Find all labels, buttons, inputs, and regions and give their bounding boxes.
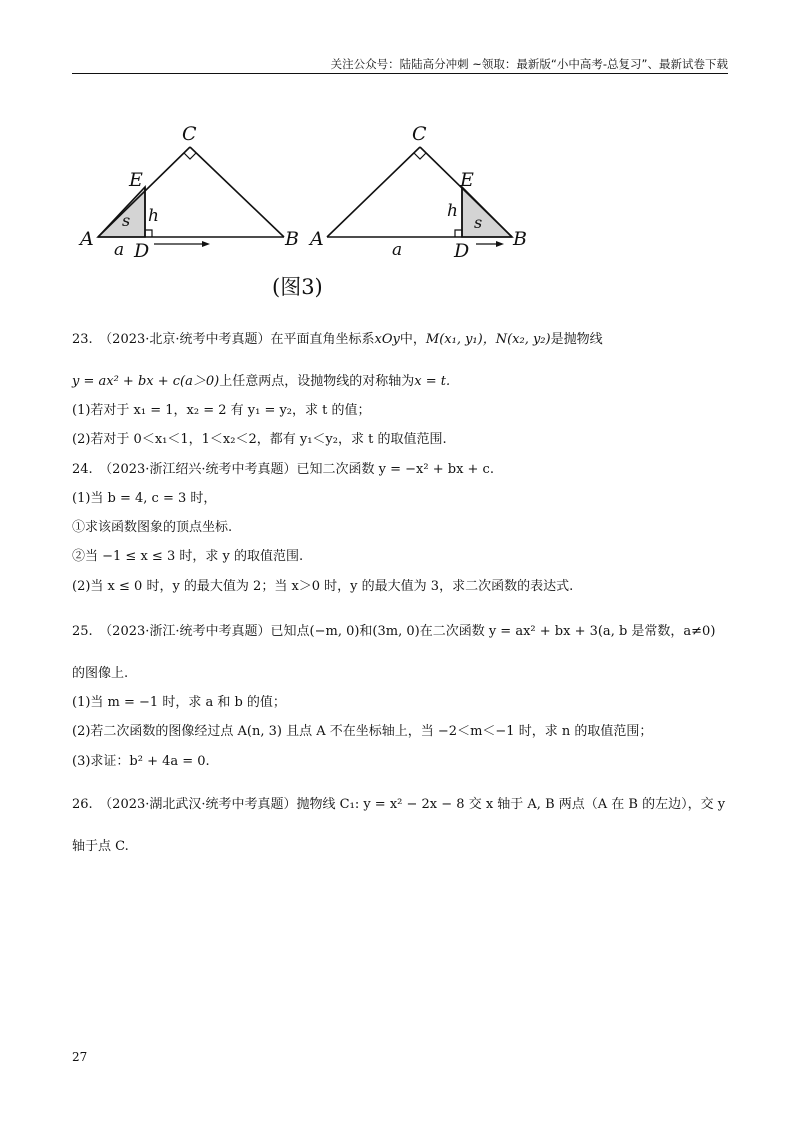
q25-line-4: (2)若二次函数的图像经过点 A(n, 3) 且点 A 不在坐标轴上，当 −2＜m＜−1 时，求 n 的取值范围； xyxy=(72,724,653,739)
q23-line-4: (2)若对于 0＜x₁＜1，1＜x₂＜2，都有 y₁＜y₂，求 t 的取值范围. xyxy=(72,432,447,447)
label-C-right: C xyxy=(412,123,427,145)
right-angle-mark-D xyxy=(145,230,152,237)
q25-line-2: 的图像上. xyxy=(72,666,129,681)
label-B-right: B xyxy=(513,228,527,250)
header-rule xyxy=(72,73,728,74)
q24-line-2: (1)当 b = 4, c = 3 时， xyxy=(72,491,217,506)
q26-line-1: 26. （2023·湖北武汉·统考中考真题）抛物线 C₁: y = x² − 2x − 8 交 x 轴于 A, B 两点（A 在 B 的左边），交 y xyxy=(72,797,726,812)
label-s: s xyxy=(122,211,131,230)
label-E: E xyxy=(129,169,143,191)
page-number: 27 xyxy=(72,1050,88,1064)
label-D: D xyxy=(134,240,150,262)
q23-line-1-a: 23. （2023·北京·统考中考真题）在平面直角坐标系 xyxy=(72,332,375,347)
label-B: B xyxy=(285,228,299,250)
figure-caption: (图3) xyxy=(272,275,323,299)
arrow-head xyxy=(202,241,210,247)
label-h: h xyxy=(148,206,159,226)
right-angle-mark-C xyxy=(184,153,196,159)
right-angle-mark-D-right xyxy=(455,230,462,237)
right-triangle xyxy=(327,147,512,247)
label-s-right: s xyxy=(474,213,483,232)
label-A: A xyxy=(80,228,94,250)
q25-line-1: 25. （2023·浙江·统考中考真题）已知点(−m, 0)和(3m, 0)在二次函数 y = ax² + bx + 3(a, b 是常数，a≠0) xyxy=(72,624,716,639)
figure-3 xyxy=(72,110,532,310)
right-angle-mark-C-right xyxy=(414,153,426,159)
q23-line-1-e: 是抛物线 xyxy=(550,332,603,347)
label-D-right: D xyxy=(454,240,470,262)
label-a-right: a xyxy=(392,240,403,260)
q23-line-2-c: x = t. xyxy=(414,374,451,389)
label-a: a xyxy=(114,240,125,260)
q24-line-4: ②当 −1 ≤ x ≤ 3 时，求 y 的取值范围. xyxy=(72,549,304,564)
q24-line-3: ①求该函数图象的顶点坐标. xyxy=(72,520,233,535)
segment-AC-right xyxy=(327,147,420,237)
label-A-right: A xyxy=(310,228,324,250)
segment-CB xyxy=(190,147,284,237)
label-E-right: E xyxy=(460,169,474,191)
q24-line-1: 24. （2023·浙江绍兴·统考中考真题）已知二次函数 y = −x² + bx + c. xyxy=(72,462,494,477)
left-triangle xyxy=(98,147,284,247)
q23-line-2 xyxy=(72,372,752,392)
q25-line-5: (3)求证：b² + 4a = 0. xyxy=(72,754,210,769)
q25-line-3: (1)当 m = −1 时，求 a 和 b 的值； xyxy=(72,695,286,710)
q23-line-3: (1)若对于 x₁ = 1，x₂ = 2 有 y₁ = y₂，求 t 的值； xyxy=(72,403,371,418)
q23-line-1 xyxy=(72,330,752,350)
label-h-right: h xyxy=(447,201,458,221)
q23-line-2-b: 上任意两点，设抛物线的对称轴为 xyxy=(219,374,415,389)
q24-line-5: (2)当 x ≤ 0 时，y 的最大值为 2；当 x＞0 时，y 的最大值为 3，求二次函数的表达式. xyxy=(72,579,574,594)
page-header: 关注公众号：陆陆高分冲刺 ~领取：最新版“小中高考-总复习”、最新试卷下载 xyxy=(330,57,728,71)
q26-line-2: 轴于点 C. xyxy=(72,839,129,854)
q23-line-1-d: M(x₁, y₁)，N(x₂, y₂) xyxy=(425,332,551,347)
q23-line-2-a: y = ax² + bx + c(a＞0) xyxy=(72,374,220,389)
label-C: C xyxy=(182,123,197,145)
q23-line-1-c: 中， xyxy=(399,332,426,347)
q23-line-1-b: xOy xyxy=(374,332,400,347)
arrow-head-right xyxy=(496,241,504,247)
